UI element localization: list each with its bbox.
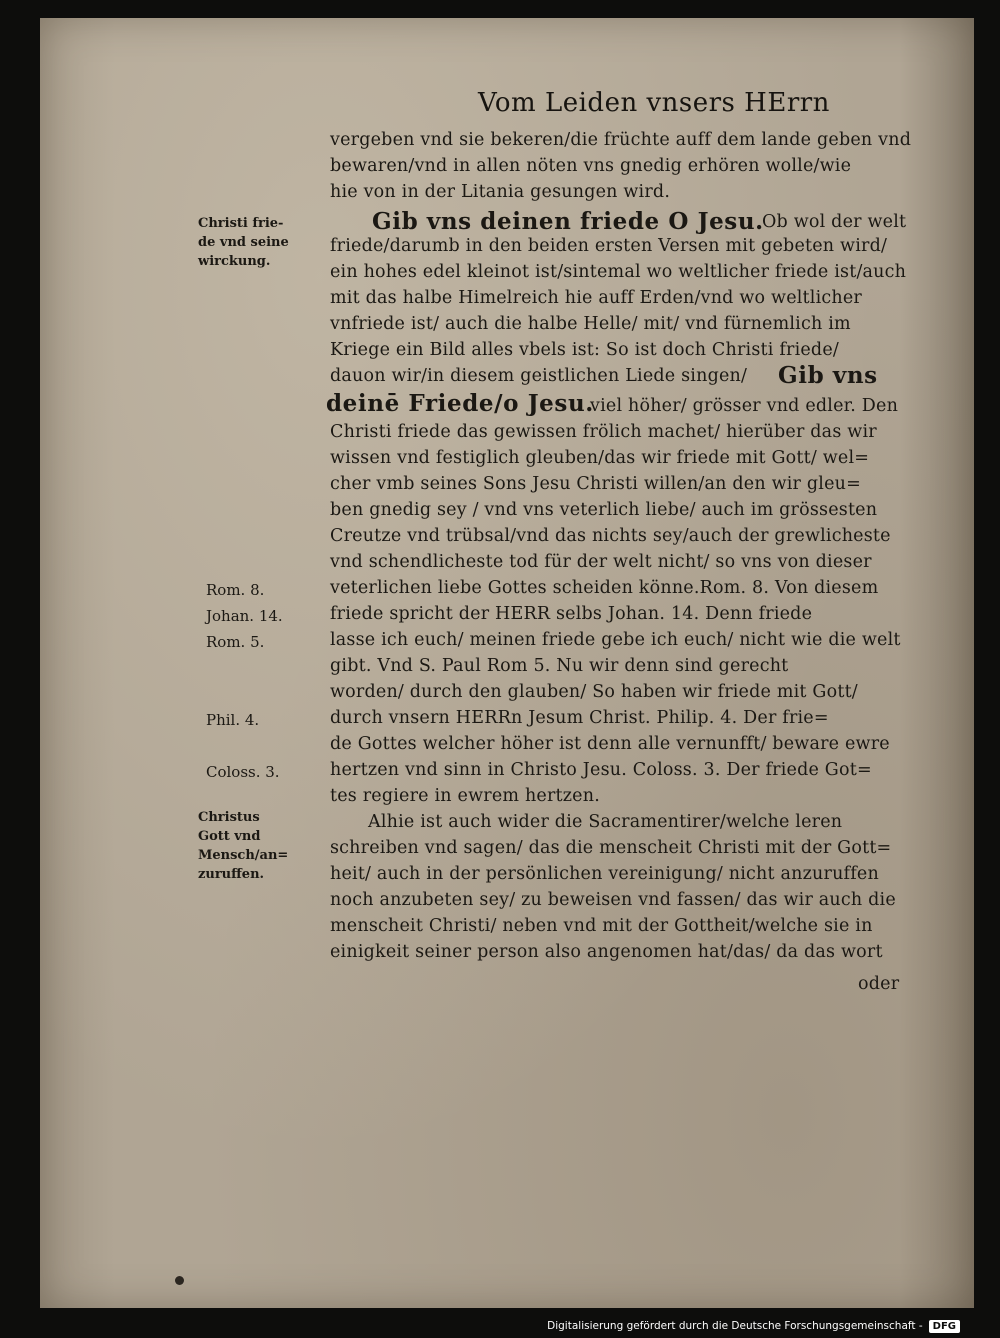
margin-note: Mensch/an=: [198, 848, 289, 863]
body-line: veterlichen liebe Gottes scheiden könne.Rom. 8. Von diesem: [330, 578, 879, 598]
footer: [547, 1318, 960, 1334]
ink-spot: [175, 1276, 184, 1285]
margin-note-reference: Coloss. 3.: [206, 763, 280, 781]
body-line: noch anzubeten sey/ zu beweisen vnd fassen/ das wir auch die: [330, 890, 896, 910]
body-line: dauon wir/in diesem geistlichen Liede singen/: [330, 366, 748, 386]
body-line: lasse ich euch/ meinen friede gebe ich euch/ nicht wie die welt: [330, 630, 901, 650]
margin-note-reference: Phil. 4.: [206, 711, 260, 729]
margin-note: de vnd seine: [198, 235, 289, 250]
dfg-logo: DFG: [929, 1320, 960, 1333]
body-line: ein hohes edel kleinot ist/sintemal wo weltlicher friede ist/auch: [330, 262, 907, 282]
body-line: bewaren/vnd in allen nöten vns gnedig erhören wolle/wie: [330, 156, 852, 176]
body-line: friede/darumb in den beiden ersten Versen mit gebeten wird/: [330, 236, 888, 256]
body-line: hie von in der Litania gesungen wird.: [330, 182, 671, 202]
body-line: wissen vnd festiglich gleuben/das wir friede mit Gott/ wel=: [330, 448, 870, 468]
body-line: worden/ durch den glauben/ So haben wir friede mit Gott/: [330, 682, 858, 702]
body-line: vnd schendlicheste tod für der welt nicht/ so vns von dieser: [330, 552, 872, 572]
catchword: oder: [858, 974, 900, 994]
body-line: menscheit Christi/ neben vnd mit der Gottheit/welche sie in: [330, 916, 873, 936]
body-line: ben gnedig sey / vnd vns veterlich liebe/ auch im grössesten: [330, 500, 878, 520]
body-line-heading: Gib vns: [778, 362, 878, 389]
margin-note-reference: Rom. 8.: [206, 581, 265, 599]
margin-note: zuruffen.: [198, 867, 265, 882]
body-line: schreiben vnd sagen/ das die menscheit Christi mit der Gott=: [330, 838, 892, 858]
body-line-heading: deinē Friede/o Jesu.: [326, 390, 594, 417]
body-line: hertzen vnd sinn in Christo Jesu. Coloss. 3. Der friede Got=: [330, 760, 872, 780]
body-line: gibt. Vnd S. Paul Rom 5. Nu wir denn sind gerecht: [330, 656, 789, 676]
body-line: mit das halbe Himelreich hie auff Erden/vnd wo weltlicher: [330, 288, 862, 308]
body-line: friede spricht der HERR selbs Johan. 14. Denn friede: [330, 604, 813, 624]
body-line-tail: viel höher/ grösser vnd edler. Den: [590, 396, 899, 416]
body-line: de Gottes welcher höher ist denn alle vernunfft/ beware ewre: [330, 734, 890, 754]
body-line: Alhie ist auch wider die Sacramentirer/welche leren: [368, 812, 843, 832]
body-line: tes regiere in ewrem hertzen.: [330, 786, 600, 806]
running-title: Vom Leiden vnsers HErrn: [478, 88, 830, 118]
body-line: cher vmb seines Sons Jesu Christi willen/an den wir gleu=: [330, 474, 861, 494]
body-line: durch vnsern HERRn Jesum Christ. Philip. 4. Der frie=: [330, 708, 829, 728]
body-line: Creutze vnd trübsal/vnd das nichts sey/auch der grewlicheste: [330, 526, 891, 546]
body-line: Kriege ein Bild alles vbels ist: So ist doch Christi friede/: [330, 340, 839, 360]
body-line: vergeben vnd sie bekeren/die früchte auff dem lande geben vnd: [330, 130, 912, 150]
body-line: vnfriede ist/ auch die halbe Helle/ mit/ vnd fürnemlich im: [330, 314, 851, 334]
margin-note: Christus: [198, 810, 260, 825]
margin-note-reference: Rom. 5.: [206, 633, 265, 651]
margin-note: Gott vnd: [198, 829, 261, 844]
body-line: einigkeit seiner person also angenomen hat/das/ da das wort: [330, 942, 883, 962]
margin-note-reference: Johan. 14.: [206, 607, 283, 625]
body-line-heading: Gib vns deinen friede O Jesu.: [372, 208, 764, 235]
margin-note: Christi frie-: [198, 216, 284, 231]
body-line-tail: Ob wol der welt: [762, 212, 907, 232]
body-line: Christi friede das gewissen frölich machet/ hierüber das wir: [330, 422, 877, 442]
footer-text: Digitalisierung gefördert durch die Deutsche Forschungsgemeinschaft -: [547, 1320, 923, 1332]
body-line: heit/ auch in der persönlichen vereinigung/ nicht anzuruffen: [330, 864, 879, 884]
margin-note: wirckung.: [198, 254, 271, 269]
